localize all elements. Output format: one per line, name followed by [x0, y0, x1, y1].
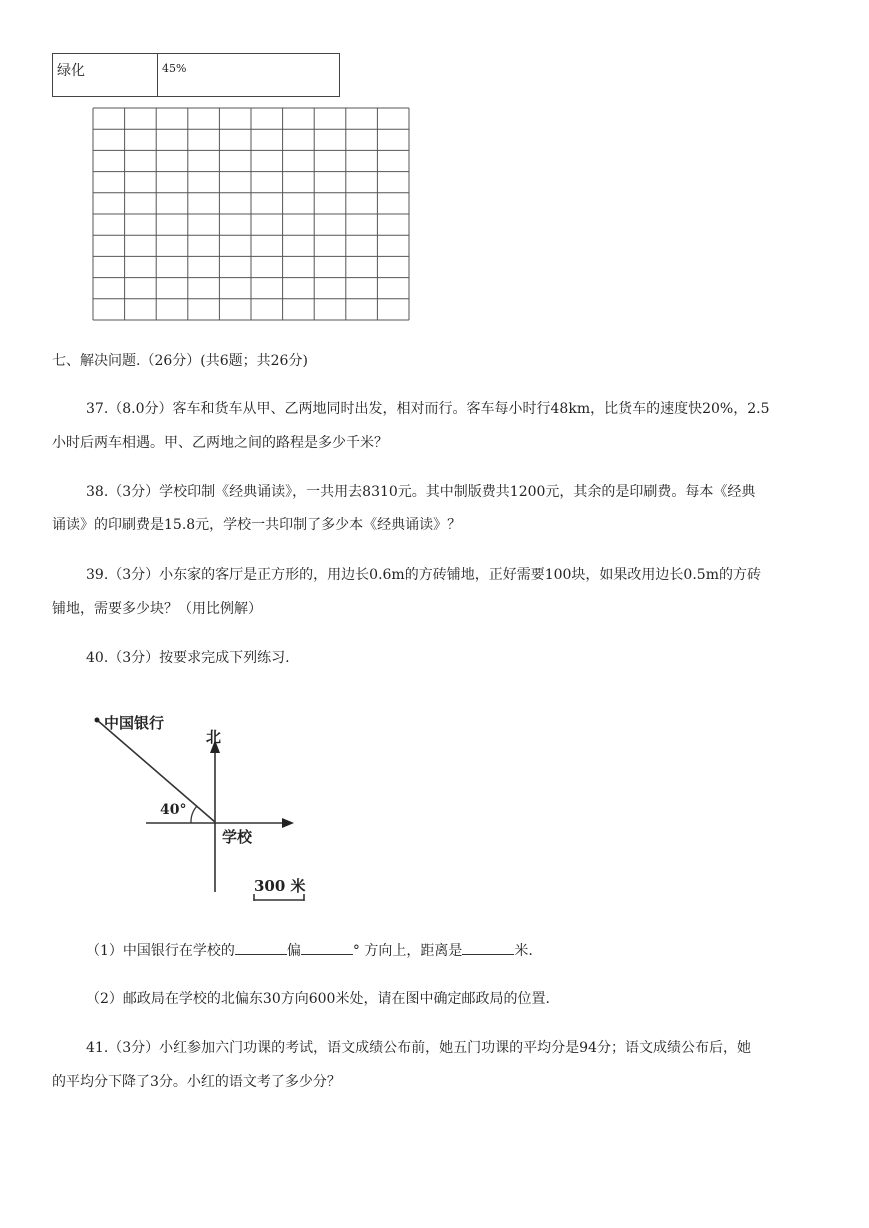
q37-line2: 小时后两车相遇。甲、乙两地之间的路程是多少千米？: [52, 435, 388, 451]
section-title: 七、解决问题.（26分）(共6题；共26分): [52, 353, 308, 369]
q39-line2: 铺地，需要多少块？（用比例解）: [52, 601, 262, 617]
q41-line2: 的平均分下降了3分。小红的语文考了多少分？: [52, 1074, 341, 1090]
q38-line2: 诵读》的印刷费是15.8元，学校一共印制了多少本《经典诵读》？: [52, 517, 462, 533]
q40-sub1: [86, 940, 533, 960]
q39-line1: 39.（3分）小东家的客厅是正方形的，用边长0.6m的方砖铺地，正好需要100块，如果改用边长0.5m的方砖: [86, 567, 761, 583]
scale-label: 300 米: [254, 877, 306, 895]
q40-sub1-text4: 米.: [514, 943, 533, 959]
answer-blank-distance[interactable]: [462, 942, 514, 955]
q40-sub1-text2: 偏: [286, 943, 301, 959]
answer-blank-direction2[interactable]: [301, 942, 353, 955]
bank-direction-line: [97, 720, 215, 822]
angle-arc: [191, 806, 197, 823]
q37-line1: 37.（8.0分）客车和货车从甲、乙两地同时出发，相对而行。客车每小时行48km，比货车的速度快20%，2.5: [86, 401, 770, 417]
bank-point: [95, 718, 100, 723]
q41-line1: 41.（3分）小红参加六门功课的考试，语文成绩公布前，她五门功课的平均分是94分；语文成绩公布后，她: [86, 1040, 751, 1056]
north-label: 北: [206, 728, 222, 746]
angle-label: 40°: [160, 802, 187, 818]
q40-sub2: （2）邮政局在学校的北偏东30方向600米处，请在图中确定邮政局的位置.: [86, 991, 550, 1007]
square-grid: [92, 107, 410, 322]
answer-blank-direction1[interactable]: [235, 942, 287, 955]
table-cell-label: 绿化: [53, 54, 158, 96]
bank-label: 中国银行: [104, 714, 165, 732]
q40-sub1-text3: ° 方向上，距离是: [352, 943, 463, 959]
q40-line1: 40.（3分）按要求完成下列练习.: [86, 650, 290, 666]
q38-line1: 38.（3分）学校印制《经典诵读》，一共用去8310元。其中制版费共1200元，其余的是印刷费。每本《经典: [86, 484, 756, 500]
table-cell-value: 45%: [162, 62, 187, 75]
east-arrow-icon: [282, 818, 294, 828]
q40-sub1-text1: （1）中国银行在学校的: [86, 943, 235, 959]
data-table: [52, 53, 340, 97]
school-label: 学校: [222, 828, 253, 846]
